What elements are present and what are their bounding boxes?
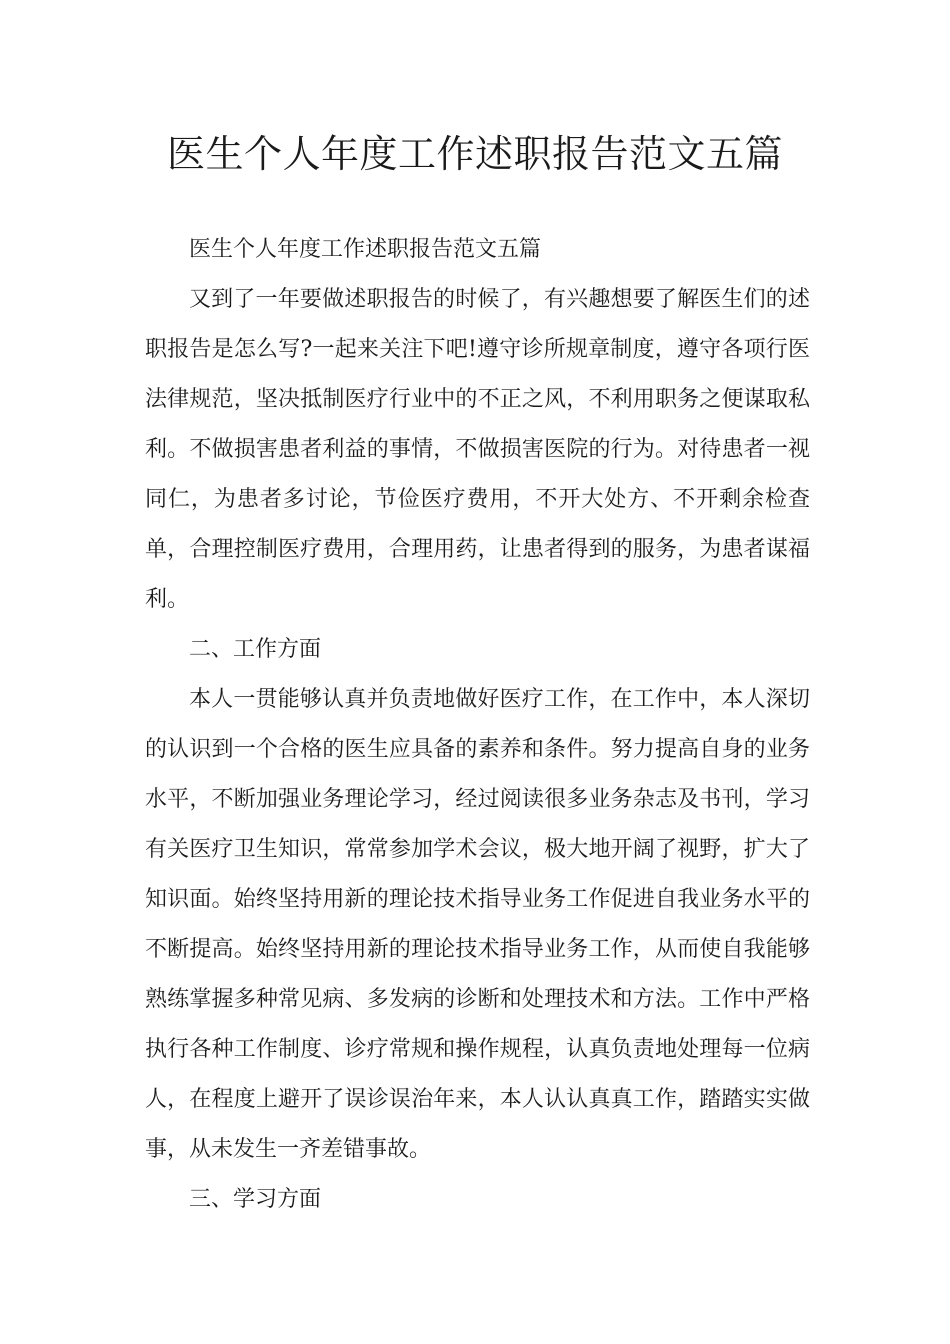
section-heading-work: 二、工作方面 bbox=[189, 637, 322, 662]
paragraph-intro: 又到了一年要做述职报告的时候了，有兴趣想要了解医生们的述职报告是怎么写?一起来关注下吧!遵守诊所规章制度，遵守各项行医法律规范，坚决抵制医疗行业中的不正之风，不利用职务之便谋取私利。不做损害患者利益的事情，不做损害医院的行为。对待患者一视同仁，为患者多讨论，节俭医疗费用，不开大处方、不开剩余检查单，合理控制医疗费用，合理用药，让患者得到的服务，为患者谋福利。 bbox=[145, 287, 810, 612]
document-body bbox=[145, 225, 810, 1225]
document-title: 医生个人年度工作述职报告范文五篇 bbox=[166, 132, 783, 176]
section-heading-study: 三、学习方面 bbox=[189, 1187, 322, 1212]
paragraph-subtitle: 医生个人年度工作述职报告范文五篇 bbox=[189, 237, 542, 262]
paragraph-work: 本人一贯能够认真并负责地做好医疗工作，在工作中，本人深切的认识到一个合格的医生应具备的素养和条件。努力提高自身的业务水平，不断加强业务理论学习，经过阅读很多业务杂志及书刊，学习有关医疗卫生知识，常常参加学术会议，极大地开阔了视野，扩大了知识面。始终坚持用新的理论技术指导业务工作促进自我业务水平的不断提高。始终坚持用新的理论技术指导业务工作，从而使自我能够熟练掌握多种常见病、多发病的诊断和处理技术和方法。工作中严格执行各种工作制度、诊疗常规和操作规程，认真负责地处理每一位病人，在程度上避开了误诊误治年来，本人认认真真工作，踏踏实实做事，从未发生一齐差错事故。 bbox=[145, 687, 810, 1162]
